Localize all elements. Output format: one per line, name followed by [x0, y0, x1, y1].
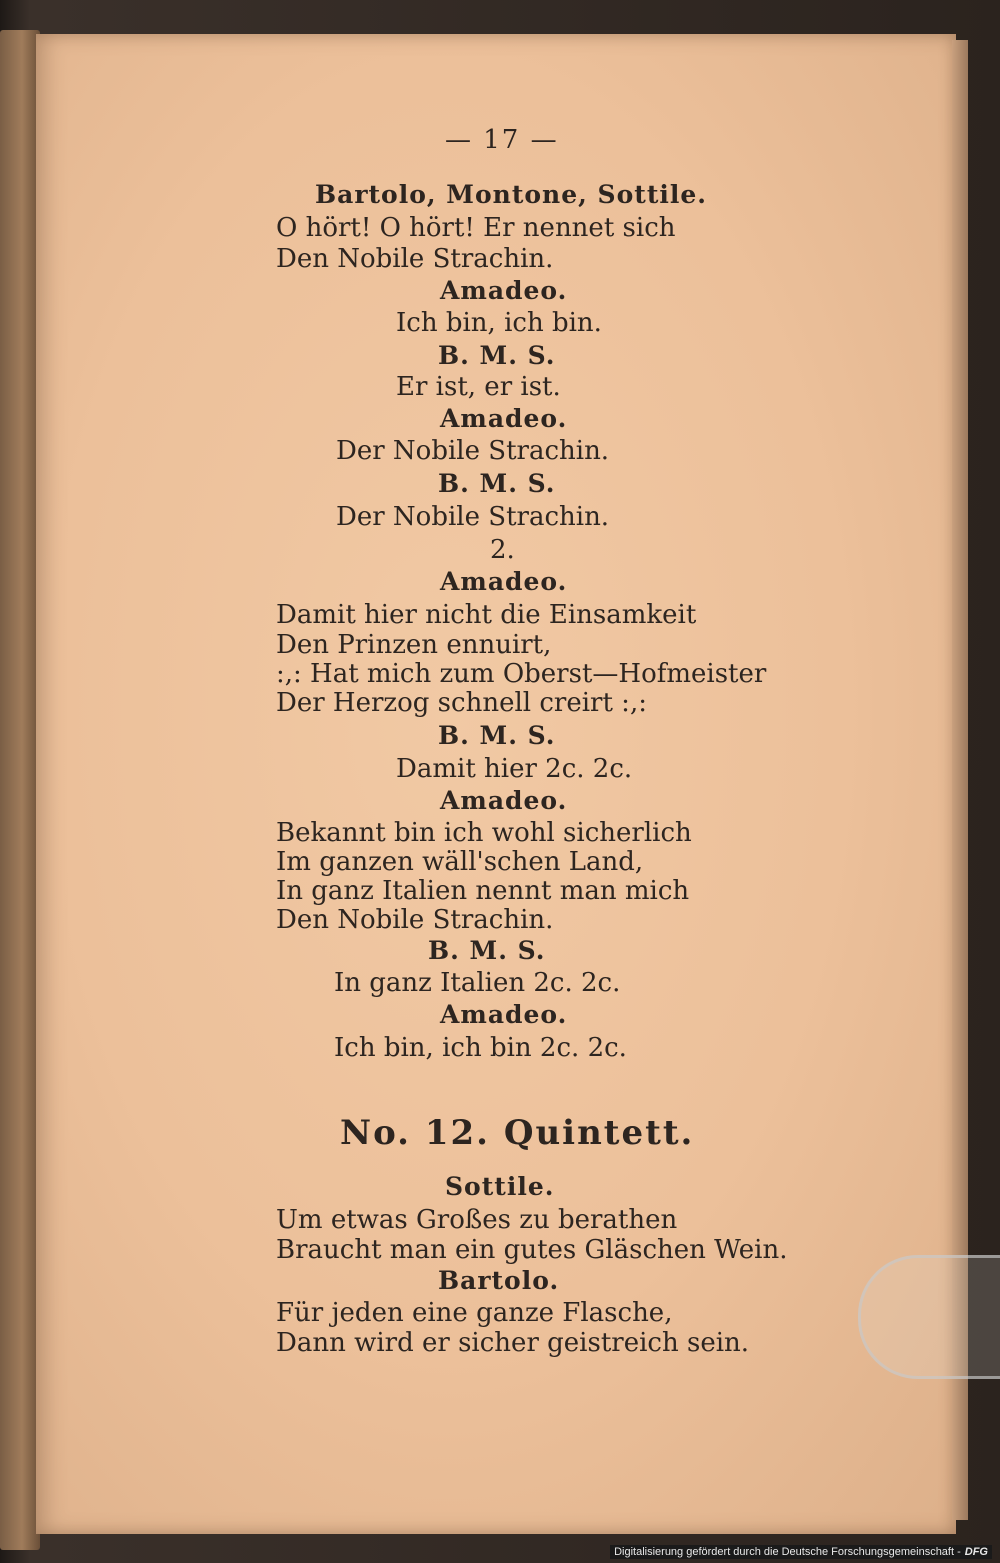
speaker-line: B. M. S. — [438, 469, 556, 498]
verse-line: Den Nobile Strachin. — [276, 244, 554, 274]
dfg-logo: DFG — [964, 1546, 988, 1558]
verse-line: In ganz Italien 2c. 2c. — [334, 968, 621, 998]
digitization-credit — [610, 1545, 992, 1559]
page-number: — 17 — — [445, 125, 559, 155]
verse-line: Im ganzen wäll'schen Land, — [276, 847, 644, 877]
verse-line: Den Prinzen ennuirt, — [276, 630, 552, 660]
speaker-line: Amadeo. — [440, 1000, 568, 1029]
verse-line: Damit hier nicht die Einsamkeit — [276, 600, 697, 630]
verse-line: O hört! O hört! Er nennet sich — [276, 213, 676, 243]
speaker-line: B. M. S. — [438, 721, 556, 750]
stanza-number: 2. — [490, 535, 515, 565]
verse-line: Um etwas Großes zu berathen — [276, 1205, 678, 1235]
verse-line: In ganz Italien nennt man mich — [276, 876, 690, 906]
verse-line: Dann wird er sicher geistreich sein. — [276, 1328, 750, 1358]
verse-line: Ich bin, ich bin. — [396, 308, 602, 338]
speaker-line: Amadeo. — [440, 786, 568, 815]
verse-line: Der Nobile Strachin. — [336, 436, 610, 466]
credit-text: Digitalisierung gefördert durch die Deutsche Forschungsgemeinschaft - — [614, 1546, 961, 1558]
verse-line: Damit hier 2c. 2c. — [396, 754, 633, 784]
verse-line: :,: Hat mich zum Oberst—Hofmeister — [276, 659, 767, 689]
verse-line: Der Herzog schnell creirt :,: — [276, 688, 647, 718]
speaker-line: Amadeo. — [440, 404, 568, 433]
verse-line: Ich bin, ich bin 2c. 2c. — [334, 1033, 627, 1063]
speaker-line: B. M. S. — [428, 936, 546, 965]
speaker-line: Bartolo, Montone, Sottile. — [315, 180, 707, 209]
verse-line: Bekannt bin ich wohl sicherlich — [276, 818, 692, 848]
speaker-line: B. M. S. — [438, 341, 556, 370]
section-heading: No. 12. Quintett. — [340, 1113, 695, 1153]
speaker-line: Bartolo. — [438, 1266, 560, 1295]
verse-line: Der Nobile Strachin. — [336, 502, 610, 532]
verse-line: Für jeden eine ganze Flasche, — [276, 1298, 673, 1328]
verse-line: Braucht man ein gutes Gläschen Wein. — [276, 1235, 788, 1265]
verse-line: Den Nobile Strachin. — [276, 905, 554, 935]
speaker-line: Amadeo. — [440, 567, 568, 596]
speaker-line: Amadeo. — [440, 276, 568, 305]
speaker-line: Sottile. — [445, 1172, 555, 1201]
verse-line: Er ist, er ist. — [396, 372, 561, 402]
